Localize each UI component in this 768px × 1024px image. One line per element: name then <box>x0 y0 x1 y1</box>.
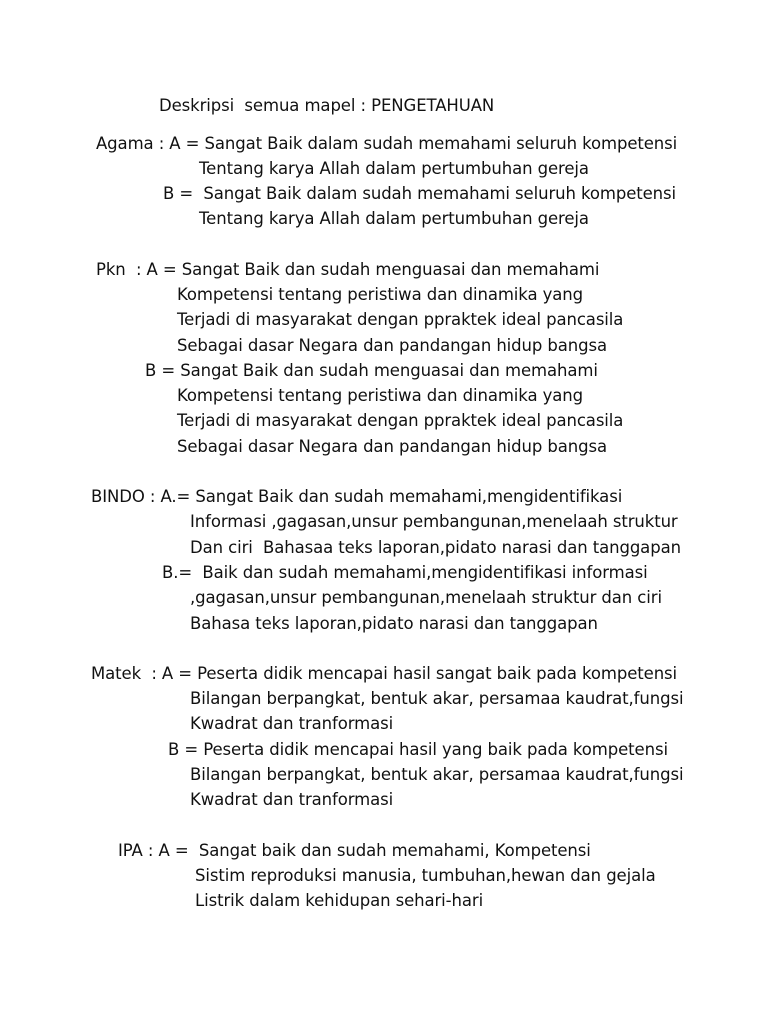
agama-line-3: B = Sangat Baik dalam sudah memahami seluruh kompetensi <box>163 184 677 203</box>
agama-line-2: Tentang karya Allah dalam pertumbuhan gereja <box>199 159 589 178</box>
matek-line-3: Kwadrat dan tranformasi <box>190 714 394 733</box>
pkn-line-5: B = Sangat Baik dan sudah menguasai dan memahami <box>145 361 598 380</box>
pkn-line-6: Kompetensi tentang peristiwa dan dinamika yang <box>177 386 584 405</box>
ipa-line-1: IPA : A = Sangat baik dan sudah memahami, Kompetensi <box>118 841 591 860</box>
matek-line-6: Kwadrat dan tranformasi <box>190 790 394 809</box>
matek-line-5: Bilangan berpangkat, bentuk akar, persamaa kaudrat,fungsi <box>190 765 684 784</box>
matek-line-4: B = Peserta didik mencapai hasil yang baik pada kompetensi <box>168 740 668 759</box>
pkn-line-8: Sebagai dasar Negara dan pandangan hidup bangsa <box>177 437 608 456</box>
matek-line-1: Matek : A = Peserta didik mencapai hasil sangat baik pada kompetensi <box>91 664 678 683</box>
pkn-line-4: Sebagai dasar Negara dan pandangan hidup bangsa <box>177 336 608 355</box>
agama-line-1: Agama : A = Sangat Baik dalam sudah memahami seluruh kompetensi <box>96 134 678 153</box>
pkn-line-2: Kompetensi tentang peristiwa dan dinamika yang <box>177 285 584 304</box>
document-title: Deskripsi semua mapel : PENGETAHUAN <box>159 96 495 115</box>
ipa-line-2: Sistim reproduksi manusia, tumbuhan,hewan dan gejala <box>195 866 656 885</box>
pkn-line-3: Terjadi di masyarakat dengan ppraktek ideal pancasila <box>177 310 624 329</box>
pkn-line-1: Pkn : A = Sangat Baik dan sudah menguasai dan memahami <box>96 260 600 279</box>
bindo-line-6: Bahasa teks laporan,pidato narasi dan tanggapan <box>190 614 598 633</box>
bindo-line-4: B.= Baik dan sudah memahami,mengidentifikasi informasi <box>162 563 648 582</box>
matek-line-2: Bilangan berpangkat, bentuk akar, persamaa kaudrat,fungsi <box>190 689 684 708</box>
bindo-line-5: ,gagasan,unsur pembangunan,menelaah struktur dan ciri <box>190 588 662 607</box>
bindo-line-2: Informasi ,gagasan,unsur pembangunan,menelaah struktur <box>190 512 678 531</box>
ipa-line-3: Listrik dalam kehidupan sehari-hari <box>195 891 484 910</box>
agama-line-4: Tentang karya Allah dalam pertumbuhan gereja <box>199 209 589 228</box>
bindo-line-1: BINDO : A.= Sangat Baik dan sudah memahami,mengidentifikasi <box>91 487 623 506</box>
bindo-line-3: Dan ciri Bahasaa teks laporan,pidato narasi dan tanggapan <box>190 538 681 557</box>
pkn-line-7: Terjadi di masyarakat dengan ppraktek ideal pancasila <box>177 411 624 430</box>
